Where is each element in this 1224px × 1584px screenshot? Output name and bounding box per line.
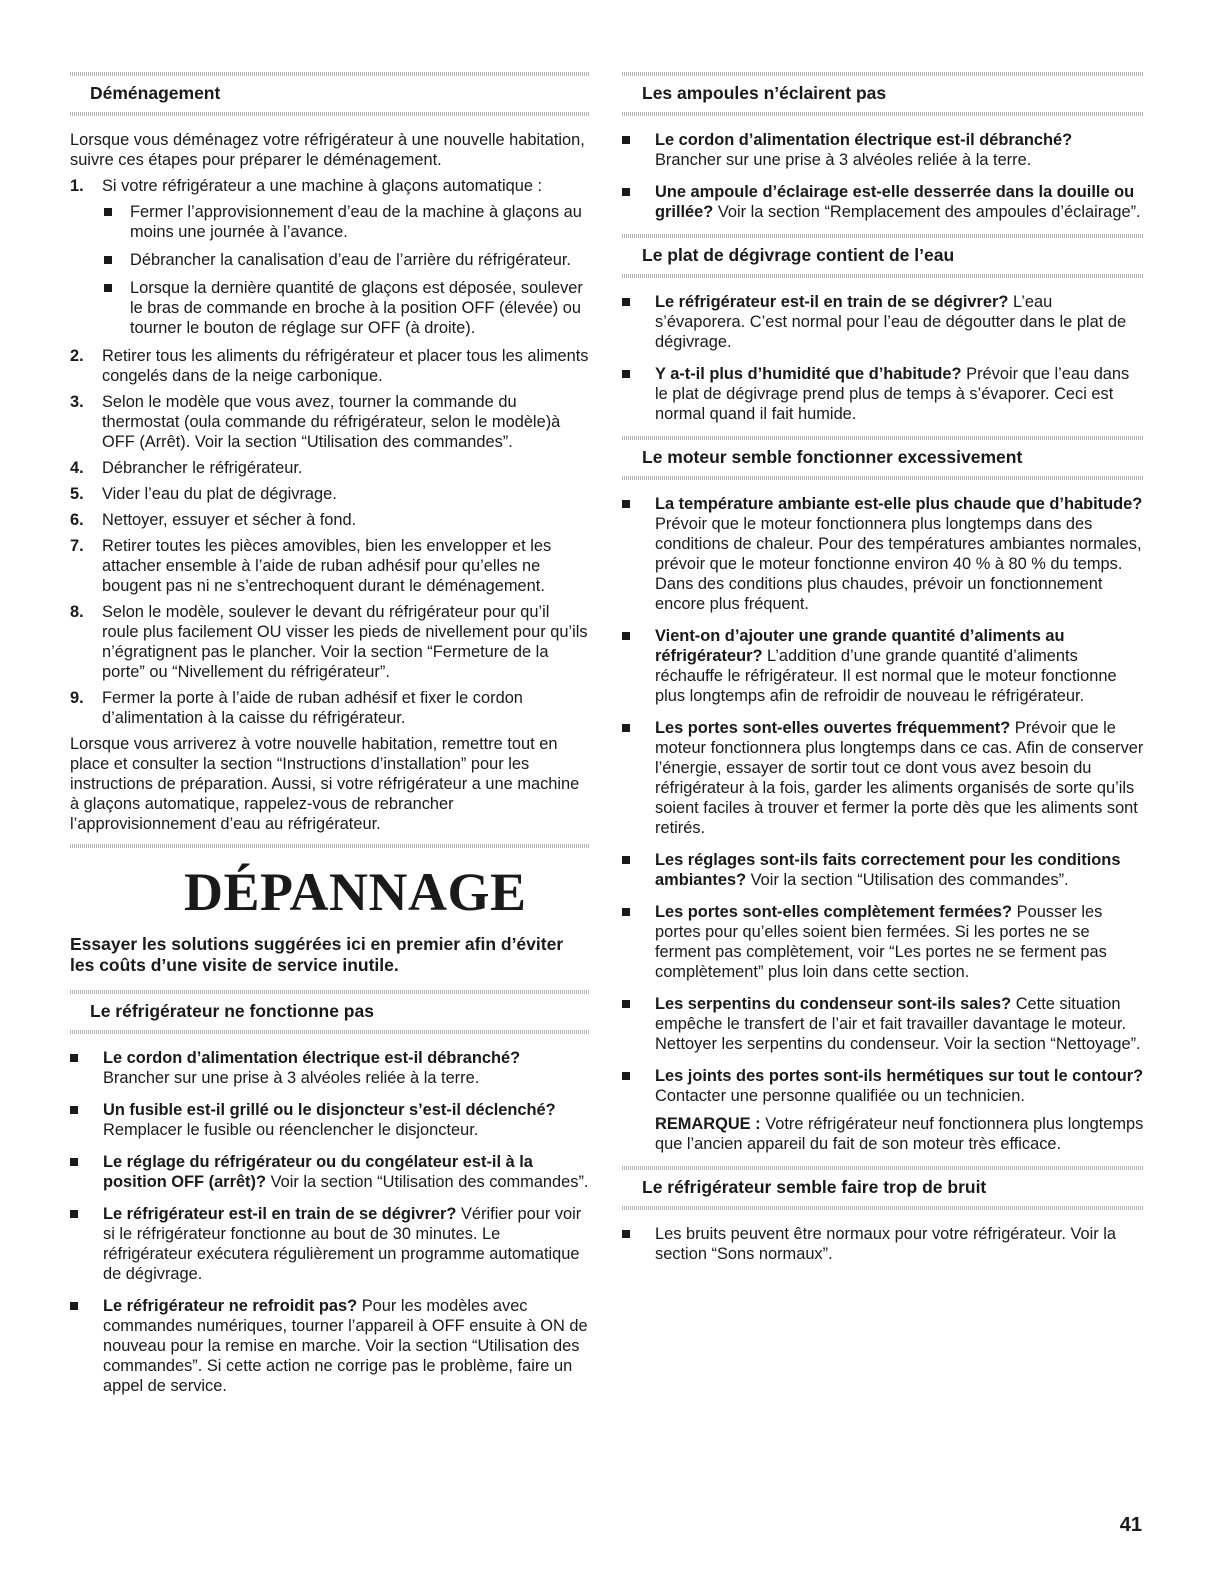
step-number: 5. (70, 485, 84, 503)
note-text: Votre réfrigérateur neuf fonctionnera plus longtemps que l’ancien appareil du fait de son moteur très efficace. (655, 1115, 1144, 1153)
step (70, 510, 590, 530)
ice-maker-substeps (102, 202, 590, 338)
question: Les serpentins du condenseur sont-ils sales? (655, 995, 1012, 1013)
bullet-icon (622, 724, 630, 732)
step-text: Débrancher le réfrigérateur. (102, 459, 303, 477)
motor-list (622, 494, 1144, 1106)
step (70, 602, 590, 682)
note (622, 1114, 1144, 1154)
list-item (622, 494, 1144, 614)
question: Le réfrigérateur est-il en train de se dégivrer? (103, 1205, 457, 1223)
list-item (622, 718, 1144, 838)
section-title: Les ampoules n’éclairent pas (642, 83, 887, 103)
question: Le réfrigérateur ne refroidit pas? (103, 1297, 358, 1315)
step-number: 4. (70, 459, 84, 477)
step-text: Fermer la porte à l’aide de ruban adhésif et fixer le cordon d’alimentation à la caisse du réfrigérateur. (102, 689, 523, 727)
question: Les réglages sont-ils faits correctement pour les conditions ambiantes? (655, 851, 1121, 889)
bullet-icon (622, 1230, 630, 1238)
list-item (70, 1048, 590, 1088)
bullet-icon (622, 188, 630, 196)
substep (102, 202, 590, 242)
step (70, 688, 590, 728)
step (70, 536, 590, 596)
left-column (70, 72, 590, 1408)
step-number: 7. (70, 537, 84, 555)
step-number: 1. (70, 177, 84, 195)
section-header-noise (622, 1166, 1144, 1210)
right-column (622, 72, 1144, 1276)
section-title: Le plat de dégivrage contient de l’eau (642, 245, 955, 265)
list-item (70, 1204, 590, 1284)
list-item (622, 994, 1144, 1054)
list-item (70, 1296, 590, 1396)
answer: Les bruits peuvent être normaux pour votre réfrigérateur. Voir la section “Sons normaux”. (655, 1225, 1117, 1263)
step-number: 2. (70, 347, 84, 365)
page-number: 41 (1119, 1514, 1142, 1536)
bullet-icon (70, 1106, 78, 1114)
question: Un fusible est-il grillé ou le disjoncteur s’est-il déclenché? (103, 1101, 556, 1119)
answer: Pour les modèles avec commandes numériques, tourner l’appareil à OFF ensuite à ON de nouveau pour la remise en marche. Voir la section “Utilisation des commandes”. Si cette action ne corrige pas le problème, faire un appel de service. (103, 1297, 588, 1395)
answer: Cette situation empêche le transfert de l’air et fait travailler davantage le moteur. Nettoyer les serpentins du condenseur. Voir la section “Nettoyage”. (655, 995, 1141, 1053)
step (70, 176, 590, 338)
bullet-icon (70, 1210, 78, 1218)
answer: Prévoir que le moteur fonctionnera plus longtemps dans des conditions de chaleur. Pour des températures ambiantes normales, prévoir que le moteur fonctionne environ 40 % à 80 % du temps. Dans des conditions plus chaudes, prévoir un fonctionnement encore plus fréquent. (655, 515, 1142, 613)
question: Vient-on d’ajouter une grande quantité d’aliments au réfrigérateur? (655, 627, 1065, 665)
section-divider (70, 844, 590, 848)
answer: L’eau s’évaporera. C’est normal pour l’eau de dégoutter dans le plat de dégivrage. (655, 293, 1127, 351)
step-number: 3. (70, 393, 84, 411)
bullet-icon (104, 256, 112, 264)
list-item (70, 1152, 590, 1192)
step-number: 8. (70, 603, 84, 621)
step-text: Si votre réfrigérateur a une machine à glaçons automatique : (102, 177, 543, 195)
list-item (622, 902, 1144, 982)
defrost-pan-list (622, 292, 1144, 424)
answer: Remplacer le fusible ou réenclencher le disjoncteur. (103, 1121, 479, 1139)
question: Le réfrigérateur est-il en train de se dégivrer? (655, 293, 1009, 311)
list-item (622, 1066, 1144, 1106)
step-number: 6. (70, 511, 84, 529)
bullet-icon (104, 208, 112, 216)
bullet-icon (70, 1302, 78, 1310)
answer: Contacter une personne qualifiée ou un technicien. (655, 1087, 1025, 1105)
list-item (622, 292, 1144, 352)
step (70, 346, 590, 386)
step-text: Selon le modèle, soulever le devant du réfrigérateur pour qu’il roule plus facilement OU visser les pieds de nivellement pour qu’ils n’égratignent pas le plancher. Voir la section “Fermeture de la porte” ou “Nivellement du réfrigérateur”. (102, 603, 588, 681)
moving-steps (70, 176, 590, 728)
bullet-icon (622, 1072, 630, 1080)
substep-text: Fermer l’approvisionnement d’eau de la machine à glaçons au moins une journée à l’avance. (130, 203, 582, 241)
troubleshooting-intro: Essayer les solutions suggérées ici en premier afin d’éviter les coûts d’une visite de service inutile. (70, 934, 564, 975)
answer: Vérifier pour voir si le réfrigérateur fonctionne au bout de 30 minutes. Le réfrigérateur exécutera régulièrement un programme automatique de dégivrage. (103, 1205, 582, 1283)
question: La température ambiante est-elle plus chaude que d’habitude? (655, 495, 1143, 513)
moving-outro: Lorsque vous arriverez à votre nouvelle habitation, remettre tout en place et consulter la section “Instructions d’installation” pour les instructions de préparation. Aussi, si votre réfrigérateur a une machine à glaçons automatique, rappelez-vous de rebrancher l’approvisionnement d’eau au réfrigérateur. (70, 735, 580, 833)
step-text: Retirer toutes les pièces amovibles, bien les envelopper et les attacher ensemble à l’aide de ruban adhésif pour qu’elles ne bougent pas ni ne s’entrechoquent durant le déménagement. (102, 537, 552, 595)
section-title: Le réfrigérateur ne fonctionne pas (90, 1001, 374, 1021)
substep-text: Débrancher la canalisation d’eau de l’arrière du réfrigérateur. (130, 251, 571, 269)
bullet-icon (622, 856, 630, 864)
step (70, 392, 590, 452)
answer: Brancher sur une prise à 3 alvéoles reliée à la terre. (655, 151, 1032, 169)
answer: Brancher sur une prise à 3 alvéoles reliée à la terre. (103, 1069, 480, 1087)
list-item (622, 850, 1144, 890)
step-text: Nettoyer, essuyer et sécher à fond. (102, 511, 357, 529)
section-title: Déménagement (90, 83, 221, 103)
bullet-icon (622, 632, 630, 640)
substep (102, 278, 590, 338)
step (70, 484, 590, 504)
answer: Prévoir que le moteur fonctionnera plus longtemps dans ce cas. Afin de conserver l’énergie, essayer de sortir tout ce dont vous avez besoin du réfrigérateur à la fois, garder les aliments organisés de sorte qu’ils soient faciles à trouver et fermer la porte dès que les aliments sont retirés. (655, 719, 1144, 837)
bullet-icon (622, 908, 630, 916)
bullet-icon (622, 500, 630, 508)
moving-intro: Lorsque vous déménagez votre réfrigérateur à une nouvelle habitation, suivre ces étapes pour préparer le déménagement. (70, 131, 585, 169)
question: Une ampoule d’éclairage est-elle desserrée dans la douille ou grillée? (655, 183, 1135, 221)
answer: Prévoir que l’eau dans le plat de dégivrage prend plus de temps à s’évaporer. Ceci est normal quand il fait humide. (655, 365, 1130, 423)
answer: Voir la section “Utilisation des commandes”. (750, 871, 1069, 889)
answer: Pousser les portes pour qu’elles soient bien fermées. Si les portes ne se ferment pas complètement, voir “Les portes ne se ferment pas complètement” plus loin dans cette section. (655, 903, 1107, 981)
section-header-motor (622, 436, 1144, 480)
lights-list (622, 130, 1144, 222)
answer: Voir la section “Utilisation des commandes”. (270, 1173, 589, 1191)
list-item (70, 1100, 590, 1140)
bullet-icon (622, 298, 630, 306)
step-text: Retirer tous les aliments du réfrigérateur et placer tous les aliments congelés dans de la neige carbonique. (102, 347, 589, 385)
bullet-icon (622, 370, 630, 378)
bullet-icon (70, 1158, 78, 1166)
step-text: Vider l’eau du plat de dégivrage. (102, 485, 337, 503)
question: Les portes sont-elles complètement fermées? (655, 903, 1013, 921)
step (70, 458, 590, 478)
question: Les joints des portes sont-ils hermétiques sur tout le contour? (655, 1067, 1144, 1085)
list-item (622, 130, 1144, 170)
noise-list (622, 1224, 1144, 1264)
question: Les portes sont-elles ouvertes fréquemment? (655, 719, 1011, 737)
list-item (622, 364, 1144, 424)
bullet-icon (622, 1000, 630, 1008)
section-title: Le réfrigérateur semble faire trop de bruit (642, 1177, 987, 1197)
bullet-icon (104, 284, 112, 292)
answer: L’addition d’une grande quantité d’aliments réchauffe le réfrigérateur. Il est normal que le moteur fonctionne plus longtemps afin de refroidir de nouveau le réfrigérateur. (655, 647, 1117, 705)
answer: Voir la section “Remplacement des ampoules d’éclairage”. (717, 203, 1141, 221)
list-item (622, 626, 1144, 706)
section-header-not-operating (70, 990, 590, 1034)
page-title: DÉPANNAGE (184, 862, 527, 922)
question: Le réglage du réfrigérateur ou du congélateur est-il à la position OFF (arrêt)? (103, 1153, 533, 1191)
section-header-defrost-pan (622, 234, 1144, 278)
question: Le cordon d’alimentation électrique est-il débranché? (103, 1049, 521, 1067)
list-item (622, 1224, 1144, 1264)
not-operating-list (70, 1048, 590, 1396)
bullet-icon (70, 1054, 78, 1062)
section-header-moving (70, 72, 590, 116)
note-label: REMARQUE : (655, 1115, 761, 1133)
question: Le cordon d’alimentation électrique est-il débranché? (655, 131, 1073, 149)
list-item (622, 182, 1144, 222)
substep-text: Lorsque la dernière quantité de glaçons est déposée, soulever le bras de commande en broche à la position OFF (élevée) ou tourner le bouton de réglage sur OFF (à droite). (130, 279, 583, 337)
question: Y a-t-il plus d’humidité que d’habitude? (655, 365, 962, 383)
section-header-lights (622, 72, 1144, 116)
step-number: 9. (70, 689, 84, 707)
bullet-icon (622, 136, 630, 144)
section-title: Le moteur semble fonctionner excessivement (642, 447, 1023, 467)
substep (102, 250, 590, 270)
step-text: Selon le modèle que vous avez, tourner la commande du thermostat (oula commande du réfrigérateur, selon le modèle)à OFF (Arrêt). Voir la section “Utilisation des commandes”. (102, 393, 561, 451)
